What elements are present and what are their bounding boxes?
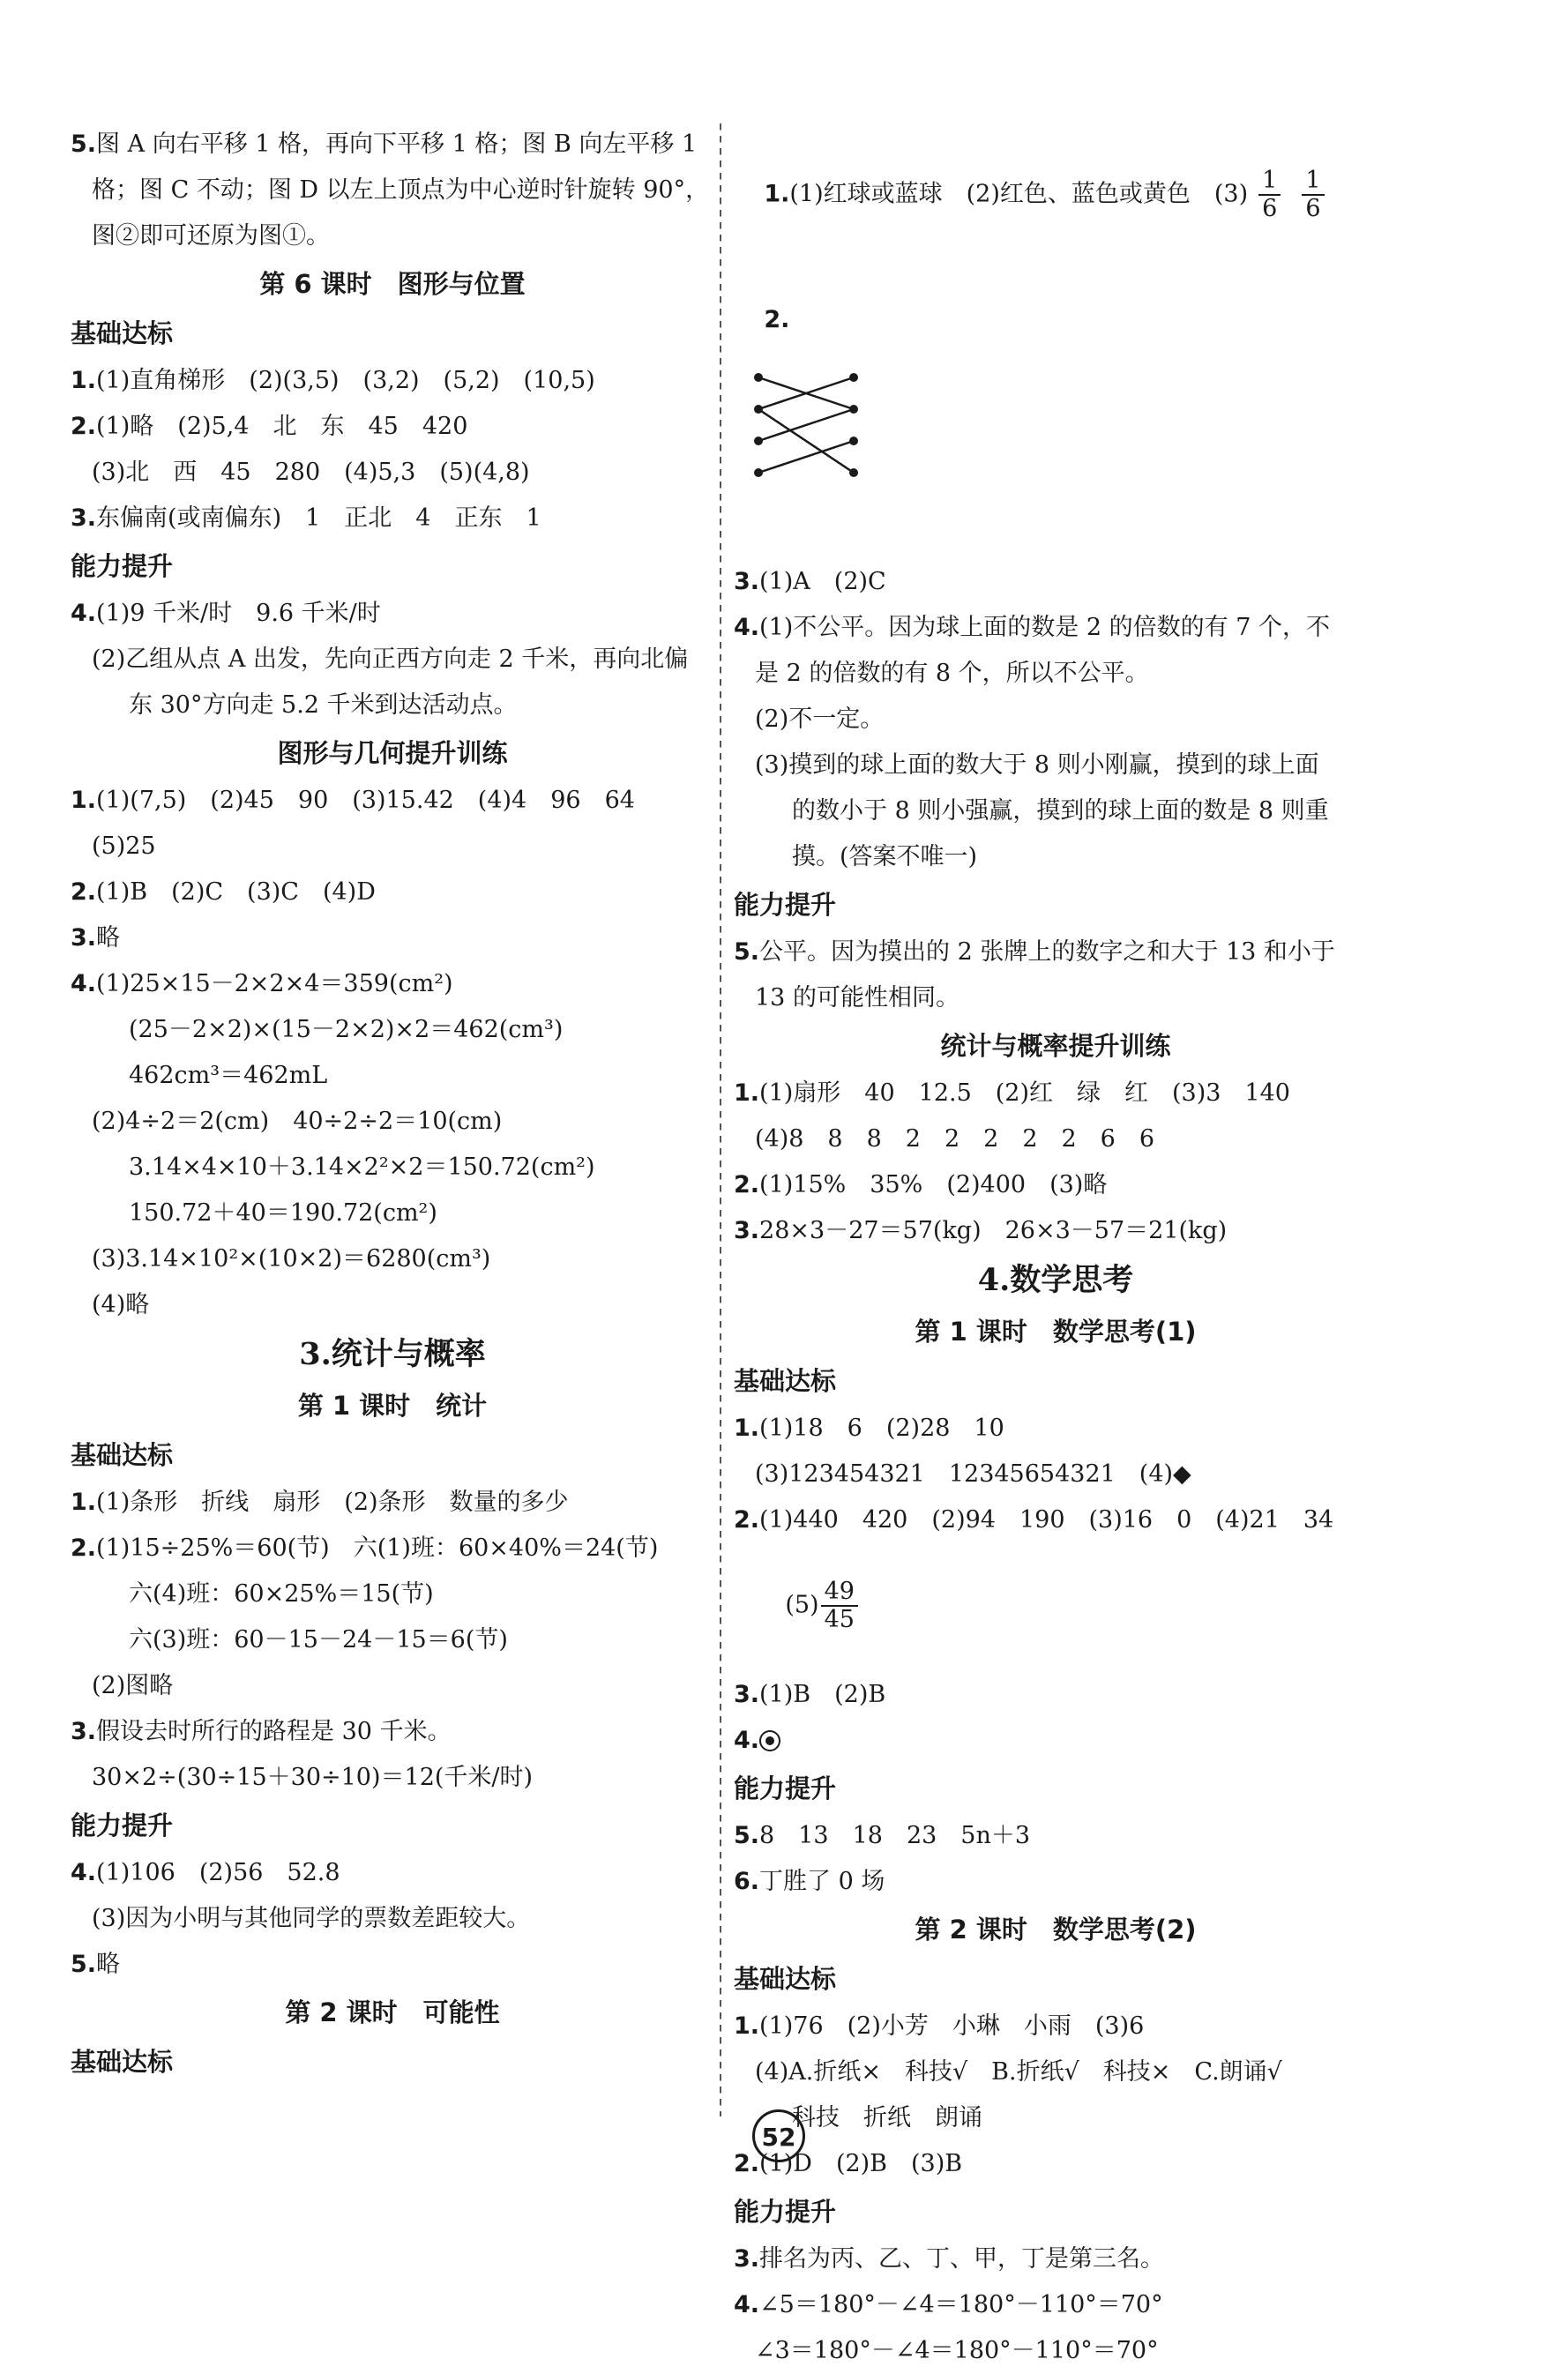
answer-continuation [71,1007,714,1053]
answer-item [734,2236,1378,2282]
answer-continuation [734,743,1378,788]
answer-item [734,1718,1378,1764]
section-heading: 基础达标 [71,318,174,348]
answer-continuation [734,2049,1378,2095]
fraction-denominator: 6 [1305,195,1321,222]
item-number: 4. [734,614,760,641]
answer-continuation [71,168,714,213]
answer-continuation [734,2095,1378,2141]
answer-item [734,2004,1378,2049]
lesson-title: 第 2 课时 可能性 [285,1997,500,2027]
answer-continuation [734,2328,1378,2374]
section-heading: 能力提升 [71,551,174,581]
answer-item [71,1480,714,1526]
item-text: (1)9 千米/时 9.6 千米/时 [96,600,381,627]
item-text: 摸。(答案不唯一) [792,843,978,870]
item-number: 3. [71,1718,97,1745]
section-heading: 能力提升 [734,2197,837,2227]
answer-continuation [734,1116,1378,1162]
item-text: 科技 折纸 朗诵 [792,2104,982,2131]
item-text: 8 13 18 23 5n＋3 [759,1822,1031,1849]
item-text: 六(4)班：60×25%＝15(节) [129,1580,434,1608]
unit-title: 3.统计与概率 [299,1336,486,1372]
answer-continuation [71,1755,714,1801]
item-text: (3)北 西 45 280 (4)5,3 (5)(4,8) [92,459,530,486]
item-text: 的数小于 8 则小强赢，摸到的球上面的数是 8 则重 [792,797,1329,825]
item-text: 28×3－27＝57(kg) 26×3－57＝21(kg) [759,1217,1228,1244]
item-text: 3.14×4×10＋3.14×2²×2＝150.72(cm²) [129,1153,595,1181]
item-text: (1)18 6 (2)28 10 [759,1415,1004,1442]
answer-item [71,404,714,450]
item-text: (1)B (2)B [759,1681,886,1708]
item-number: 2. [764,306,790,333]
answer-continuation [71,1617,714,1663]
item-text: 图②即可还原为图①。 [92,222,330,250]
item-number: 5. [71,131,97,158]
lesson-title: 第 6 课时 图形与位置 [259,269,526,299]
right-main-block [734,559,1378,1543]
answer-item [734,1406,1378,1452]
item-text: (3)因为小明与其他同学的票数差距较大。 [92,1905,531,1932]
item-text: 排名为丙、乙、丁、甲，丁是第三名。 [759,2245,1165,2273]
answer-item [734,1071,1378,1116]
target-circle-icon [759,1730,780,1751]
item-number: 2. [71,413,97,440]
answer-continuation [734,788,1378,834]
item-text: 丁胜了 0 场 [759,1868,885,1895]
right-item-2 [734,275,1378,559]
item-number: 1. [71,367,97,394]
answer-continuation [71,1571,714,1617]
answer-item [71,1942,714,1988]
answer-continuation [71,213,714,259]
item-number: 4. [71,1859,97,1886]
answer-item [71,870,714,915]
item-text: (1)略 (2)5,4 北 东 45 420 [96,413,468,440]
item-text: 图 A 向右平移 1 格，再向下平移 1 格；图 B 向左平移 1 [96,131,698,158]
answer-continuation [71,450,714,496]
item-text: (2)不一定。 [755,705,885,733]
answer-continuation [734,651,1378,697]
section-heading: 基础达标 [734,1964,837,1994]
answer-item [71,1850,714,1896]
item-number: 4. [71,600,97,627]
item-text: (4)A.折纸× 科技√ B.折纸√ 科技× C.朗诵√ [755,2058,1282,2086]
section-heading: 基础达标 [71,1440,174,1470]
item-number: 3. [71,504,97,532]
item-text: 东偏南(或南偏东) 1 正北 4 正东 1 [96,504,541,532]
answer-continuation [71,1099,714,1145]
item-number: 1. [71,787,97,814]
matching-lines-diagram [750,369,864,492]
item-number: 2. [71,1534,97,1562]
answer-item [734,1859,1378,1905]
column-divider [720,123,721,2116]
lesson-title: 第 2 课时 数学思考(2) [915,1915,1197,1945]
answer-continuation [734,697,1378,743]
item-text: (3)123454321 12345654321 (4)◆ [755,1460,1191,1488]
answer-item [734,559,1378,605]
item-number: 3. [71,924,97,952]
item-number: 1. [764,180,790,208]
item-text: (2)图略 [92,1672,174,1699]
item-text: (1)76 (2)小芳 小琳 小雨 (3)6 [759,2012,1145,2040]
item-text: 东 30°方向走 5.2 千米到达活动点。 [129,691,518,719]
item-text: 13 的可能性相同。 [755,984,959,1012]
item-text: (1)15% 35% (2)400 (3)略 [759,1171,1108,1198]
fraction [821,1579,858,1633]
item-number: 6. [734,1868,760,1895]
item-text: (1)440 420 (2)94 190 (3)16 0 (4)21 34 [759,1506,1334,1534]
answer-item [734,1162,1378,1208]
fraction-numerator: 1 [1302,168,1324,196]
item-number: 3. [734,1217,760,1244]
answer-continuation [734,1452,1378,1497]
fraction-denominator: 45 [824,1606,855,1633]
section-heading: 基础达标 [71,2047,174,2077]
lesson-title: 第 1 课时 统计 [297,1391,488,1421]
answer-item [71,496,714,541]
answer-item [734,2141,1378,2187]
item-text: (3)摸到的球上面的数大于 8 则小刚赢，摸到的球上面 [755,751,1319,779]
item-text: (1)(7,5) (2)45 90 (3)15.42 (4)4 96 64 [96,787,635,814]
section-heading: 能力提升 [71,1810,174,1840]
answer-item [71,1526,714,1571]
section-heading: 基础达标 [734,1366,837,1396]
item-text: (25－2×2)×(15－2×2)×2＝462(cm³) [129,1016,564,1043]
item-text: (1)红球或蓝球 (2)红色、蓝色或黄色 (3) [789,180,1249,208]
answer-continuation [71,824,714,870]
item-number: 5. [71,1951,97,1978]
item-text: (1)不公平。因为球上面的数是 2 的倍数的有 7 个，不 [759,614,1330,641]
answer-continuation [71,1145,714,1191]
item-number: 2. [734,2150,760,2177]
item-number: 1. [71,1489,97,1516]
section-heading: 能力提升 [734,1773,837,1803]
item-text: 462cm³＝462mL [129,1062,328,1089]
item-text: (4)略 [92,1291,150,1318]
item-text: (1)106 (2)56 52.8 [96,1859,340,1886]
answer-continuation [734,975,1378,1021]
item-text: (4)8 8 8 2 2 2 2 2 6 6 [755,1125,1155,1153]
answer-continuation [71,683,714,728]
page-number: 52 [752,2109,805,2162]
fraction-numerator: 49 [821,1579,858,1607]
left-column [71,122,714,2087]
answer-item [734,1672,1378,1718]
item-text: (5) [785,1591,819,1619]
answer-item [734,1813,1378,1859]
lesson-title: 第 1 课时 数学思考(1) [915,1317,1197,1347]
answer-item [71,1709,714,1755]
right-lower-block [734,1672,1378,2374]
answer-item [71,591,714,637]
item-text: (1)D (2)B (3)B [759,2150,963,2177]
item-text: 公平。因为摸出的 2 张牌上的数字之和大于 13 和小于 [759,938,1335,966]
item-number: 1. [734,1079,760,1107]
item-text: (3)3.14×10²×(10×2)＝6280(cm³) [92,1245,491,1273]
item-text: 30×2÷(30÷15＋30÷10)＝12(千米/时) [92,1764,534,1791]
fraction-numerator: 1 [1258,168,1281,196]
answer-continuation [71,637,714,683]
section-heading: 能力提升 [734,890,837,920]
answer-continuation [71,1191,714,1236]
item-text: (1)扇形 40 12.5 (2)红 绿 红 (3)3 140 [759,1079,1290,1107]
answer-continuation [71,1236,714,1282]
item-text: (1)B (2)C (3)C (4)D [96,878,376,906]
item-number: 4. [71,970,97,997]
answer-item [71,961,714,1007]
item-text: (2)4÷2＝2(cm) 40÷2÷2＝10(cm) [92,1108,503,1135]
answer-item [734,605,1378,651]
item-number: 5. [734,938,760,966]
item-text: ∠3＝180°－∠4＝180°－110°＝70° [755,2337,1159,2364]
item-text: (1)直角梯形 (2)(3,5) (3,2) (5,2) (10,5) [96,367,595,394]
answer-item [71,778,714,824]
answer-continuation [71,1663,714,1709]
item-text: 略 [96,924,121,952]
answer-continuation [71,1053,714,1099]
item-number: 4. [734,2291,760,2318]
item-text: 格；图 C 不动；图 D 以左上顶点为中心逆时针旋转 90°， [92,176,710,204]
item-text: (5)25 [92,832,156,860]
item-number: 2. [734,1506,760,1534]
item-number: 5. [734,1822,760,1849]
right-item-1 [734,122,1378,268]
answer-item [734,1497,1378,1543]
lesson-title: 图形与几何提升训练 [277,738,508,768]
item-text: ∠5＝180°－∠4＝180°－110°＝70° [759,2291,1163,2318]
item-text: (1)15÷25%＝60(节) 六(1)班：60×40%＝24(节) [96,1534,659,1562]
answer-item [71,122,714,168]
item-text: 是 2 的倍数的有 8 个，所以不公平。 [755,660,1149,687]
item-text: (1)条形 折线 扇形 (2)条形 数量的多少 [96,1489,569,1516]
answer-item [71,358,714,404]
item-number: 1. [734,2012,760,2040]
right-fraction-item [734,1543,1378,1672]
fraction [1258,168,1281,222]
answer-continuation [734,834,1378,880]
fraction-denominator: 6 [1262,195,1278,222]
item-text: (2)乙组从点 A 出发，先向正西方向走 2 千米，再向北偏 [92,646,689,673]
item-text: 假设去时所行的路程是 30 千米。 [96,1718,452,1745]
unit-title: 4.数学思考 [977,1262,1134,1298]
lesson-title: 统计与概率提升训练 [940,1031,1171,1061]
answer-item [734,1208,1378,1254]
item-number: 2. [734,1171,760,1198]
item-text: (1)25×15－2×2×4＝359(cm²) [96,970,453,997]
answer-item [71,915,714,961]
answer-continuation [71,1896,714,1942]
item-number: 1. [734,1415,760,1442]
item-text: (1)A (2)C [759,568,886,595]
item-text: 150.72＋40＝190.72(cm²) [129,1199,437,1227]
answer-continuation [71,1282,714,1328]
item-number: 3. [734,568,760,595]
item-number: 3. [734,1681,760,1708]
item-number: 4. [734,1727,760,1754]
answer-item [734,2282,1378,2328]
item-number: 3. [734,2245,760,2273]
answer-item [734,929,1378,975]
fraction [1302,168,1324,222]
item-text: 略 [96,1951,121,1978]
right-column [734,122,1378,2374]
item-text: 六(3)班：60－15－24－15＝6(节) [129,1626,508,1654]
item-number: 2. [71,878,97,906]
